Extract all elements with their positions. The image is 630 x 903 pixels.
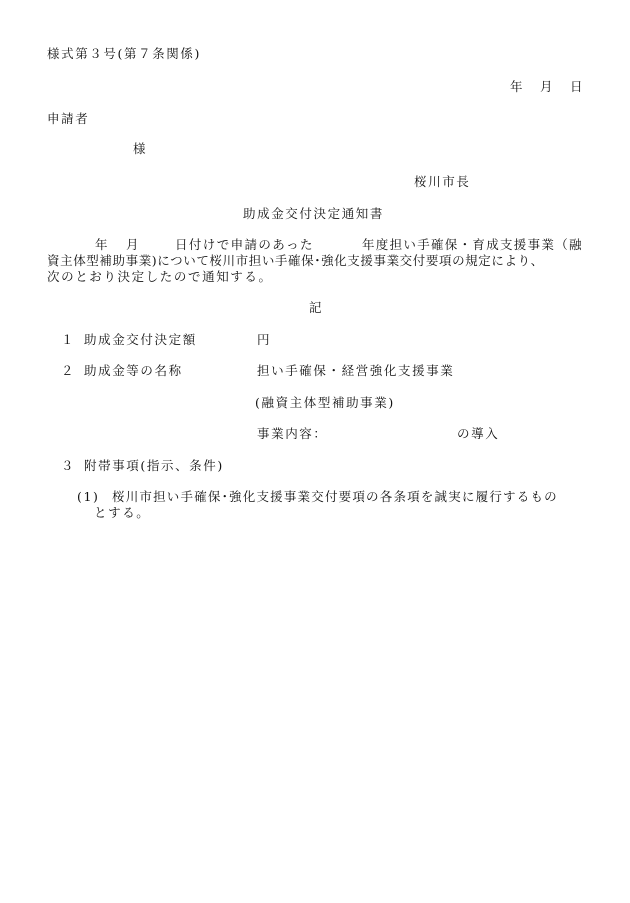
item-2-value: 担い手確保・経営強化支援事業 xyxy=(257,363,455,378)
date-day-label: 日 xyxy=(570,79,585,94)
date-year-label: 年 xyxy=(510,79,525,94)
honorific: 様 xyxy=(133,141,148,156)
body-date-text: 日付けで申請のあった xyxy=(175,237,314,252)
condition-line1: 桜川市担い手確保･強化支援事業交付要項の各条項を誠実に履行するもの xyxy=(112,489,558,504)
issuer: 桜川市長 xyxy=(414,174,471,189)
applicant-label: 申請者 xyxy=(47,111,90,126)
ki-label: 記 xyxy=(309,300,324,315)
form-number: 様式第３号(第７条関係) xyxy=(47,46,201,61)
date-month-label: 月 xyxy=(540,79,555,94)
body-month: 月 xyxy=(126,237,141,252)
condition-line2: とする。 xyxy=(94,505,151,520)
item-2-detail-label: 事業内容： xyxy=(257,426,328,441)
item-3-label: 附帯事項(指示、条件) xyxy=(84,458,224,473)
item-1-value: 円 xyxy=(257,332,272,347)
item-2-sub: (融資主体型補助事業) xyxy=(255,395,395,410)
item-1-label: 助成金交付決定額 xyxy=(84,332,197,347)
item-2-number: ２ xyxy=(61,363,76,378)
body-line3: 次のとおり決定したので通知する。 xyxy=(47,269,273,284)
item-2-detail-suffix: の導入 xyxy=(457,426,500,441)
item-2-label: 助成金等の名称 xyxy=(84,363,183,378)
body-line2: 資主体型補助事業)について桜川市担い手確保･強化支援事業交付要項の規定により、 xyxy=(47,253,544,268)
item-1-number: １ xyxy=(61,332,76,347)
condition-number: (1) xyxy=(77,489,100,504)
body-year: 年 xyxy=(95,237,110,252)
document-title: 助成金交付決定通知書 xyxy=(243,206,385,221)
body-line1-rest: 年度担い手確保・育成支援事業（融 xyxy=(362,237,583,252)
item-3-number: ３ xyxy=(61,458,76,473)
